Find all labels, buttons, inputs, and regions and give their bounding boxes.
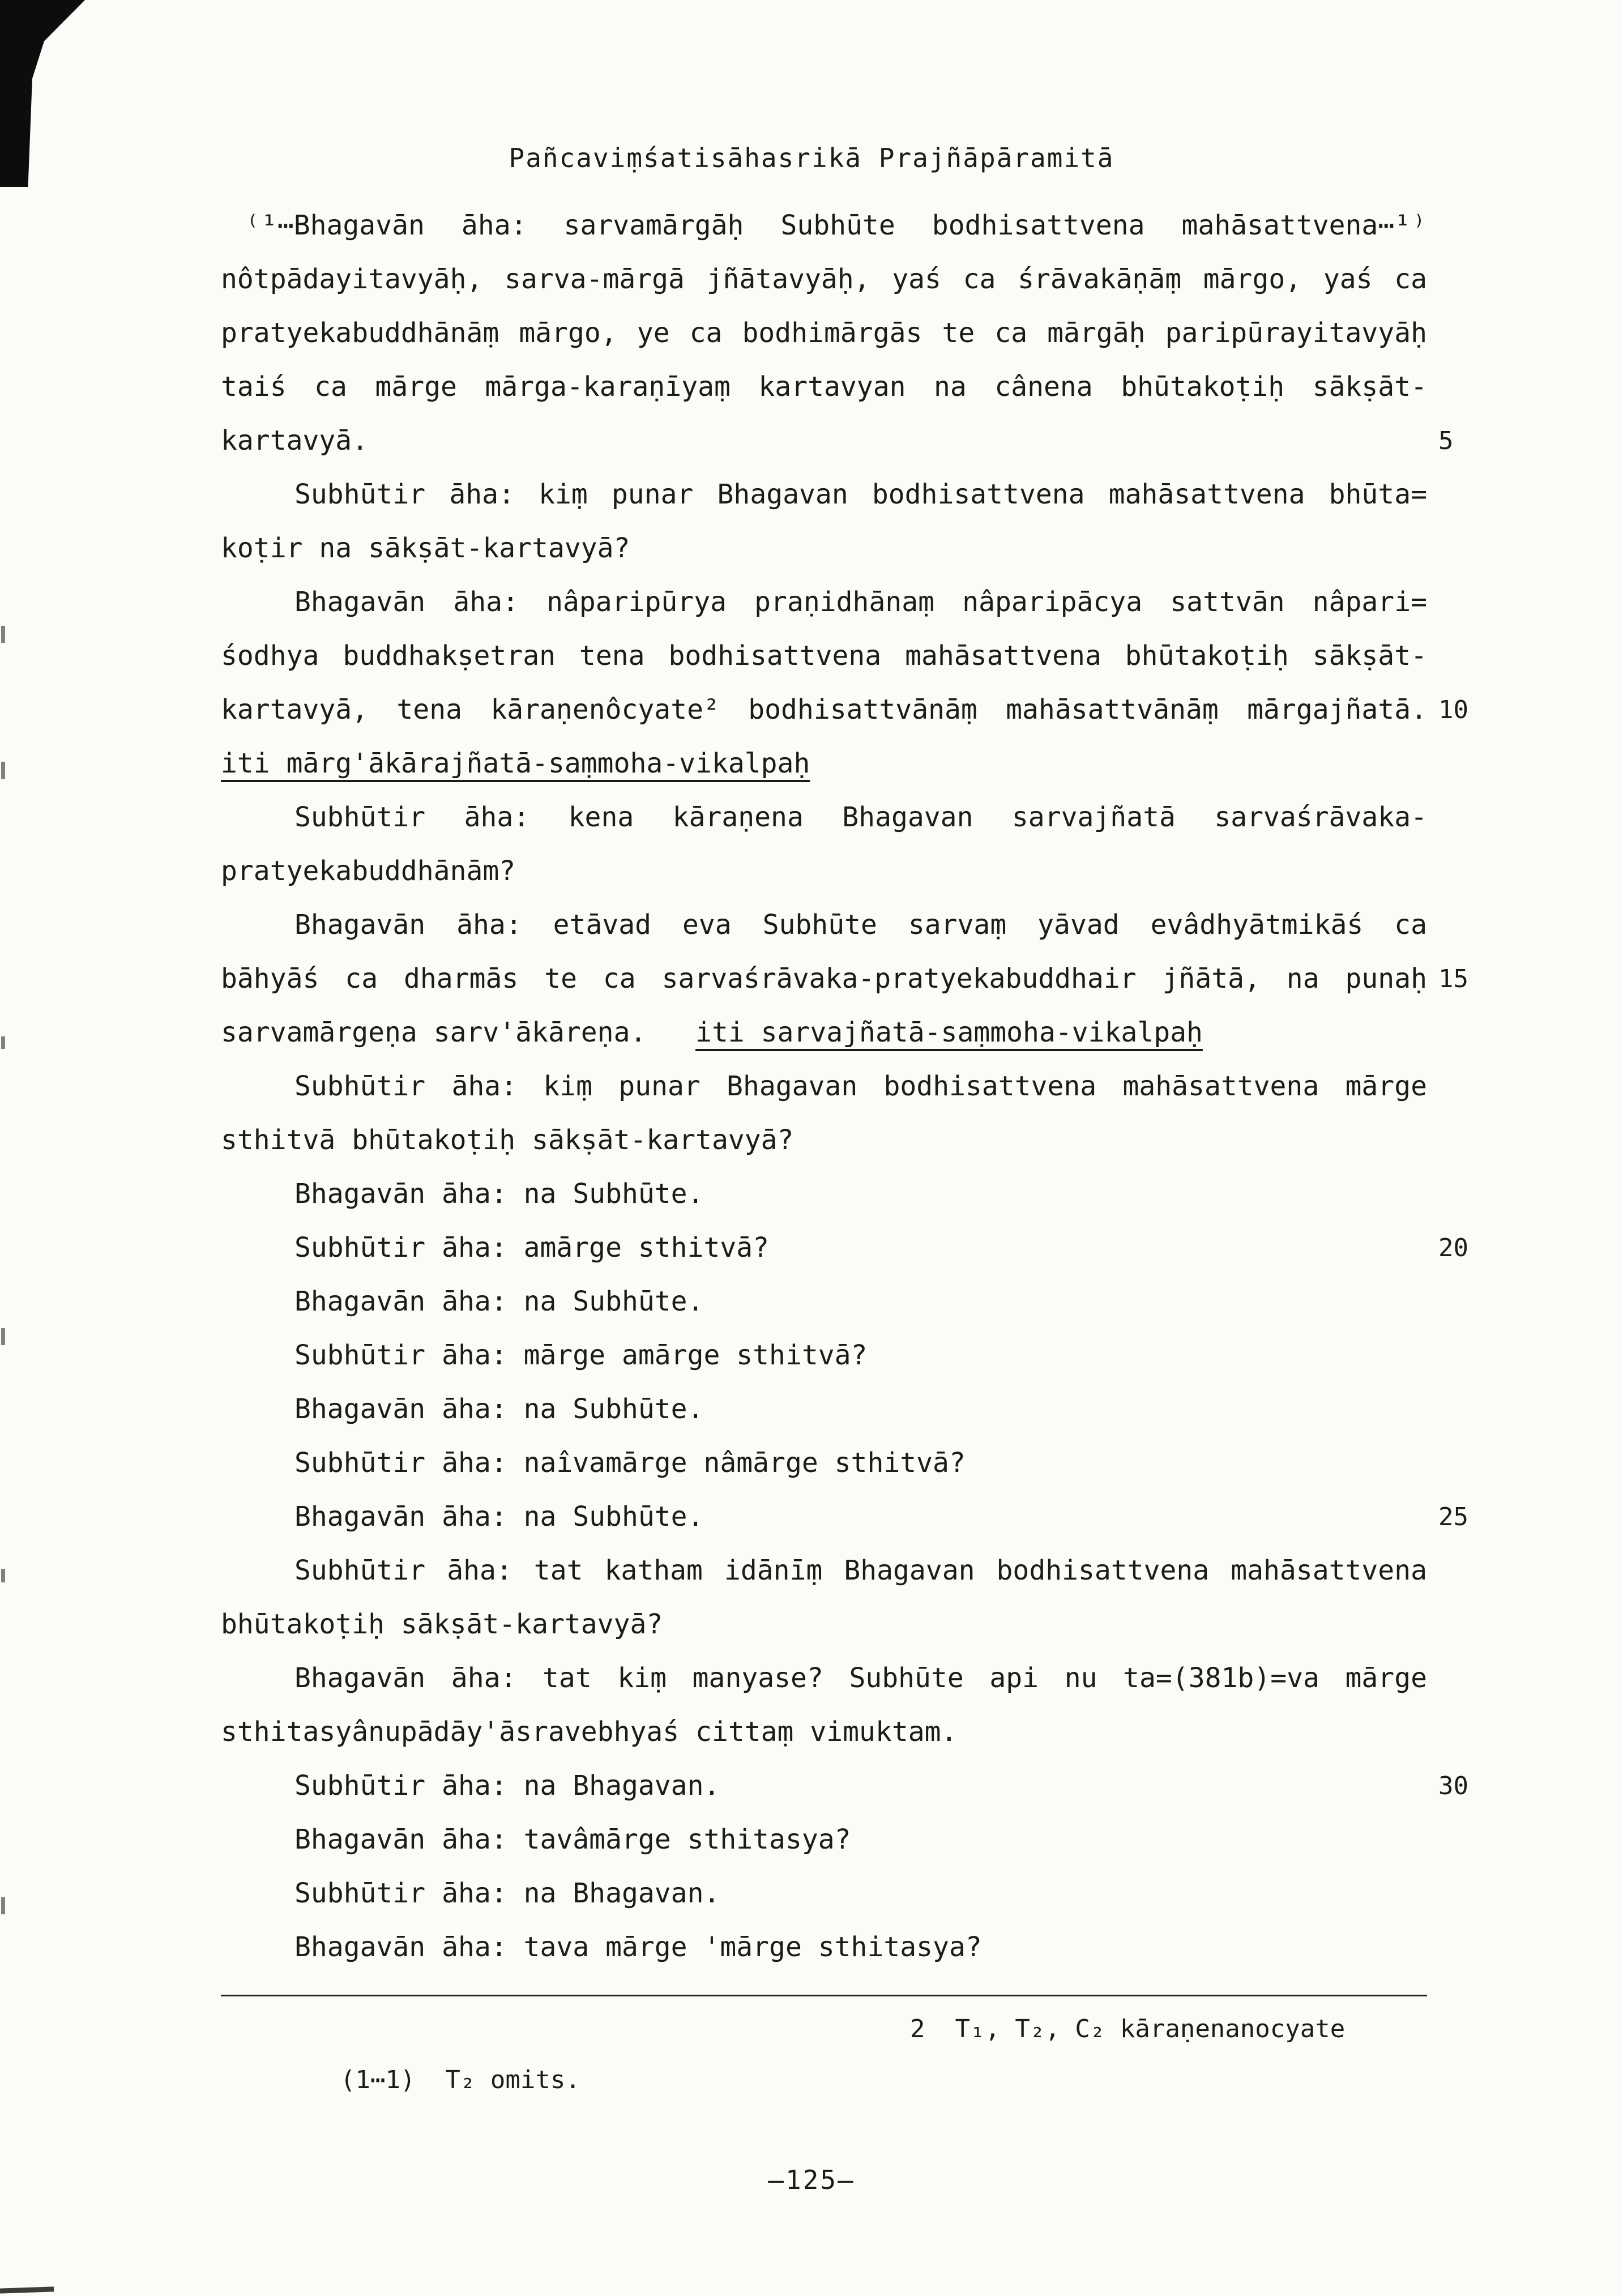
line-text: Subhūtir āha: amārge sthitvā? xyxy=(294,1232,770,1264)
text-line xyxy=(221,898,1427,952)
text-line xyxy=(221,575,1427,629)
footnote-rule xyxy=(221,1995,1427,1996)
line-text: kartavyā, tena kāraṇenôcyate² bodhisattvānāṃ mahāsattvānāṃ mārgajñatā. xyxy=(221,694,1427,725)
line-text: Subhūtir āha: naîvamārge nâmārge sthitvā? xyxy=(294,1447,966,1479)
text-line xyxy=(221,414,1454,468)
margin-line-number: 20 xyxy=(1438,1234,1468,1262)
text-line xyxy=(221,1113,1427,1167)
margin-line-number: 5 xyxy=(1438,426,1454,455)
line-text: Subhūtir āha: kiṃ punar Bhagavan bodhisattvena mahāsattvena mārge xyxy=(294,1070,1427,1102)
text-line xyxy=(221,1221,1468,1275)
footnote-variant-1: (1⋯1) T₂ omits. xyxy=(340,2065,580,2094)
line-text: Bhagavān āha: tat kiṃ manyase? Subhūte api nu ta=(381b)=va mārge xyxy=(294,1662,1427,1694)
underlined-phrase: iti sarvajñatā-saṃmoha-vikalpaḥ xyxy=(695,1017,1203,1048)
footnote-variant-2: 2 T₁, T₂, C₂ kāraṇenanocyate xyxy=(910,2015,1346,2043)
line-text: taiś ca mārge mārga-karaṇīyaṃ kartavyan na cânena bhūtakoṭiḥ sākṣāt- xyxy=(221,371,1427,403)
scan-mark-icon xyxy=(1,762,5,779)
margin-line-number: 30 xyxy=(1438,1772,1468,1800)
text-line xyxy=(221,360,1427,414)
underlined-phrase: iti mārg'ākārajñatā-saṃmoha-vikalpaḥ xyxy=(221,748,810,779)
line-text: sthitasyânupādāy'āsravebhyaś cittaṃ vimuktam. xyxy=(221,1716,958,1748)
text-line xyxy=(221,629,1427,683)
text-line xyxy=(221,306,1427,360)
line-text: Subhūtir āha: tat katham idānīṃ Bhagavan bodhisattvena mahāsattvena xyxy=(294,1555,1427,1586)
text-line xyxy=(221,1382,1427,1436)
scan-artifact-bottom-left xyxy=(0,2286,54,2293)
scan-mark-icon xyxy=(1,1897,5,1914)
line-text: pratyekabuddhānāṃ mārgo, ye ca bodhimārgās te ca mārgāḥ paripūrayitavyāḥ xyxy=(221,317,1427,349)
text-line xyxy=(221,1060,1427,1113)
text-line xyxy=(221,1759,1468,1813)
page-number: –125– xyxy=(768,2165,855,2195)
text-line xyxy=(221,1651,1427,1705)
line-text: Bhagavān āha: na Subhūte. xyxy=(294,1393,704,1425)
text-line xyxy=(221,1329,1427,1382)
text-line xyxy=(221,683,1468,737)
text-line xyxy=(221,522,1427,575)
line-text: koṭir na sākṣāt-kartavyā? xyxy=(221,532,630,564)
text-line xyxy=(221,844,1427,898)
line-text: ⁽¹⋯Bhagavān āha: sarvamārgāḥ Subhūte bodhisattvena mahāsattvena⋯¹⁾ xyxy=(245,210,1427,241)
text-line xyxy=(221,1275,1427,1329)
scan-mark-icon xyxy=(1,1569,5,1582)
line-text: bhūtakoṭiḥ sākṣāt-kartavyā? xyxy=(221,1608,663,1640)
line-text: Subhūtir āha: na Bhagavan. xyxy=(294,1877,720,1909)
text-line xyxy=(221,1705,1427,1759)
line-text: Subhūtir āha: mārge amārge sthitvā? xyxy=(294,1339,868,1371)
line-text: Subhūtir āha: kiṃ punar Bhagavan bodhisattvena mahāsattvena bhūta= xyxy=(294,479,1427,510)
text-line xyxy=(221,1167,1427,1221)
line-text: sthitvā bhūtakoṭiḥ sākṣāt-kartavyā? xyxy=(221,1124,794,1156)
text-line xyxy=(221,1813,1427,1867)
text-line xyxy=(221,199,1427,253)
line-text: bāhyāś ca dharmās te ca sarvaśrāvaka-pratyekabuddhair jñātā, na punaḥ xyxy=(221,963,1427,995)
text-line xyxy=(221,468,1427,522)
text-line xyxy=(221,737,1427,791)
text-line xyxy=(221,791,1427,844)
page-title: Pañcaviṃśatisāhasrikā Prajñāpāramitā xyxy=(509,143,1114,173)
scan-mark-icon xyxy=(1,626,5,643)
line-text: Bhagavān āha: nâparipūrya praṇidhānaṃ nâparipācya sattvān nâpari= xyxy=(294,586,1427,618)
line-text: Bhagavān āha: na Subhūte. xyxy=(294,1178,704,1210)
text-line xyxy=(221,1598,1427,1651)
line-text: Bhagavān āha: na Subhūte. xyxy=(294,1286,704,1317)
line-text: Bhagavān āha: tava mārge 'mārge sthitasya? xyxy=(294,1931,982,1963)
text-line xyxy=(221,1006,1427,1060)
text-line xyxy=(221,1490,1468,1544)
line-text: Subhūtir āha: kena kāraṇena Bhagavan sarvajñatā sarvaśrāvaka- xyxy=(294,801,1427,833)
line-text: nôtpādayitavyāḥ, sarva-mārgā jñātavyāḥ, yaś ca śrāvakāṇāṃ mārgo, yaś ca xyxy=(221,263,1427,295)
line-text: Bhagavān āha: na Subhūte. xyxy=(294,1501,704,1533)
margin-line-number: 25 xyxy=(1438,1503,1468,1531)
line-text: Bhagavān āha: tavâmārge sthitasya? xyxy=(294,1824,851,1855)
scan-mark-icon xyxy=(1,1328,5,1345)
scan-mark-icon xyxy=(1,1036,5,1049)
text-line xyxy=(221,1544,1427,1598)
text-line xyxy=(221,1921,1427,1974)
line-text: sarvamārgeṇa sarv'ākāreṇa. xyxy=(221,1017,696,1048)
body-text xyxy=(221,199,1468,1974)
line-text: Bhagavān āha: etāvad eva Subhūte sarvaṃ yāvad evâdhyātmikāś ca xyxy=(294,909,1427,941)
line-text: śodhya buddhakṣetran tena bodhisattvena mahāsattvena bhūtakoṭiḥ sākṣāt- xyxy=(221,640,1427,672)
text-line xyxy=(221,1436,1427,1490)
text-line xyxy=(221,1867,1427,1921)
margin-line-number: 15 xyxy=(1438,965,1468,993)
line-text: pratyekabuddhānām? xyxy=(221,855,516,887)
line-text: Subhūtir āha: na Bhagavan. xyxy=(294,1770,720,1802)
text-line xyxy=(221,253,1427,306)
margin-line-number: 10 xyxy=(1438,695,1468,724)
text-line xyxy=(221,952,1468,1006)
line-text: kartavyā. xyxy=(221,425,369,456)
